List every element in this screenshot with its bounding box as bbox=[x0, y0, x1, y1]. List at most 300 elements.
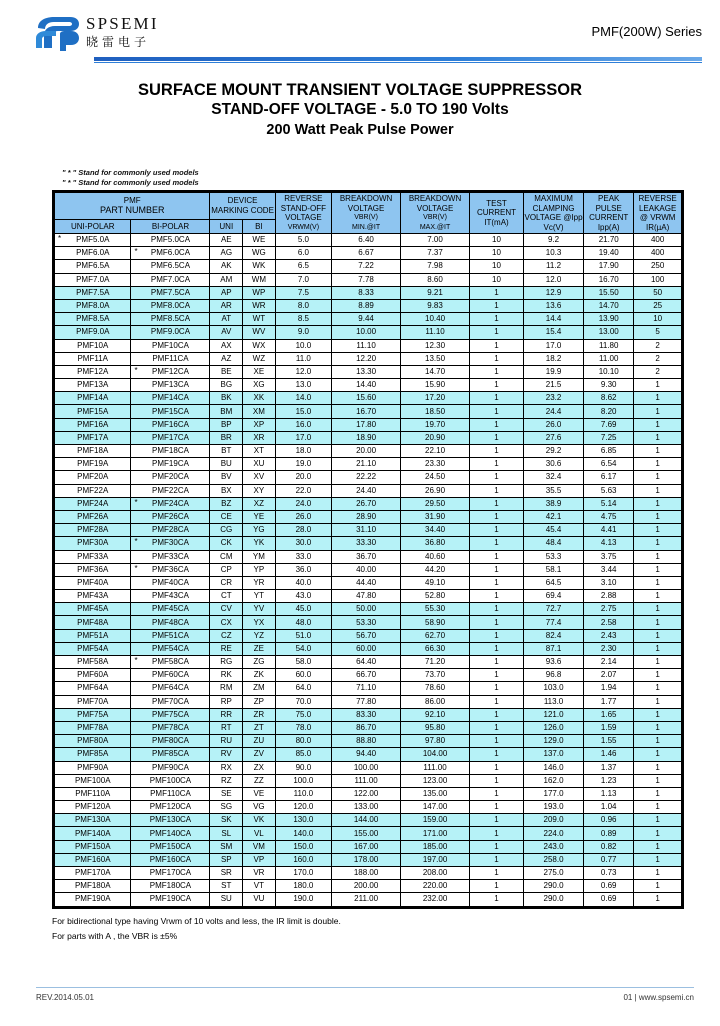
cell-vrwm bbox=[275, 524, 331, 537]
cell-text: 11.00 bbox=[599, 353, 619, 363]
cell-text: PMF130A bbox=[74, 815, 111, 825]
table-row[interactable] bbox=[55, 471, 682, 484]
table-row[interactable] bbox=[55, 893, 682, 906]
cell-marku bbox=[210, 365, 243, 378]
cell-ipp bbox=[584, 629, 634, 642]
cell-text: 1 bbox=[494, 749, 499, 759]
cell-text: 1 bbox=[655, 696, 660, 706]
cell-bi bbox=[131, 867, 210, 880]
document-title-block bbox=[0, 80, 720, 140]
cell-text: PMF40CA bbox=[152, 577, 189, 587]
table-row[interactable] bbox=[55, 497, 682, 510]
cell-ir bbox=[634, 735, 682, 748]
cell-text: 1 bbox=[655, 683, 660, 693]
cell-text: 1 bbox=[494, 881, 499, 891]
table-row[interactable] bbox=[55, 576, 682, 589]
table-row[interactable] bbox=[55, 431, 682, 444]
cell-ir bbox=[634, 418, 682, 431]
cell-vc bbox=[523, 616, 583, 629]
cell-text: PMF80CA bbox=[152, 736, 189, 746]
cell-marku bbox=[210, 234, 243, 247]
cell-text: 36.70 bbox=[356, 551, 377, 561]
table-row[interactable] bbox=[55, 880, 682, 893]
cell-text: CE bbox=[220, 512, 232, 522]
cell-vrwm bbox=[275, 748, 331, 761]
cell-text: 5.0 bbox=[297, 235, 309, 245]
cell-vbrmin bbox=[332, 524, 401, 537]
cell-vc bbox=[523, 445, 583, 458]
cell-text: XU bbox=[253, 459, 265, 469]
cell-uni bbox=[55, 801, 131, 814]
cell-text: 23.30 bbox=[425, 459, 446, 469]
cell-text: 31.10 bbox=[356, 525, 377, 535]
cell-text: WE bbox=[252, 235, 266, 245]
cell-text: PMF20CA bbox=[152, 472, 189, 482]
cell-vrwm bbox=[275, 603, 331, 616]
cell-uni bbox=[55, 273, 131, 286]
cell-text: PMF85A bbox=[77, 749, 109, 759]
cell-text: 45.4 bbox=[545, 525, 562, 535]
table-row[interactable] bbox=[55, 629, 682, 642]
table-row[interactable] bbox=[55, 510, 682, 523]
cell-marku bbox=[210, 761, 243, 774]
table-row[interactable] bbox=[55, 260, 682, 273]
cell-text: VK bbox=[253, 815, 265, 825]
cell-text: VL bbox=[253, 828, 264, 838]
cell-text: 13.6 bbox=[545, 301, 562, 311]
cell-ipp bbox=[584, 524, 634, 537]
cell-uni bbox=[55, 616, 131, 629]
cell-it bbox=[470, 721, 524, 734]
cell-uni bbox=[55, 418, 131, 431]
cell-markb bbox=[243, 379, 276, 392]
cell-text: 40.00 bbox=[356, 564, 377, 574]
cell-vrwm bbox=[275, 497, 331, 510]
cell-uni bbox=[55, 458, 131, 471]
cell-text: 1 bbox=[655, 446, 660, 456]
cell-text: PMF70A bbox=[77, 696, 109, 706]
table-row[interactable] bbox=[55, 695, 682, 708]
cell-text: ZV bbox=[253, 749, 264, 759]
cell-text: 177.0 bbox=[543, 788, 564, 798]
table-row[interactable] bbox=[55, 814, 682, 827]
cell-text: PMF19CA bbox=[152, 459, 189, 469]
cell-text: 4.75 bbox=[600, 512, 617, 522]
cell-vbrmax bbox=[401, 550, 470, 563]
header-breakdown-min-main: BREAKDOWN VOLTAGE bbox=[339, 194, 393, 213]
cell-text: 10 bbox=[492, 248, 501, 258]
cell-vbrmin bbox=[332, 471, 401, 484]
cell-vbrmax bbox=[401, 748, 470, 761]
cell-uni bbox=[55, 590, 131, 603]
table-row[interactable] bbox=[55, 774, 682, 787]
cell-text: PMF15A bbox=[77, 406, 109, 416]
cell-ipp bbox=[584, 590, 634, 603]
cell-text: 15.0 bbox=[295, 406, 312, 416]
cell-text: PMF130CA bbox=[149, 815, 192, 825]
cell-text: 180.0 bbox=[293, 881, 314, 891]
cell-ir bbox=[634, 787, 682, 800]
cell-ir bbox=[634, 721, 682, 734]
table-row[interactable] bbox=[55, 721, 682, 734]
cell-text: PMF28CA bbox=[152, 525, 189, 535]
cell-vc bbox=[523, 761, 583, 774]
cell-text: 14.70 bbox=[425, 366, 446, 376]
cell-ir bbox=[634, 840, 682, 853]
cell-text: PMF10CA bbox=[152, 340, 189, 350]
cell-text: PMF19A bbox=[77, 459, 109, 469]
cell-text: 33.0 bbox=[295, 551, 312, 561]
cell-it bbox=[470, 260, 524, 273]
cell-text: 0.69 bbox=[600, 881, 617, 891]
cell-vbrmax bbox=[401, 497, 470, 510]
cell-it bbox=[470, 299, 524, 312]
table-row[interactable] bbox=[55, 286, 682, 299]
cell-markb bbox=[243, 524, 276, 537]
cell-marku bbox=[210, 431, 243, 444]
table-row[interactable] bbox=[55, 761, 682, 774]
cell-text: 1 bbox=[494, 380, 499, 390]
cell-text: 9.83 bbox=[427, 301, 443, 311]
cell-bi bbox=[131, 695, 210, 708]
table-row[interactable] bbox=[55, 273, 682, 286]
cell-text: PMF11CA bbox=[152, 353, 189, 363]
cell-text: 55.30 bbox=[425, 604, 446, 614]
cell-it bbox=[470, 418, 524, 431]
cell-uni bbox=[55, 352, 131, 365]
cell-it bbox=[470, 365, 524, 378]
header-reverse-standoff-voltage bbox=[275, 193, 331, 234]
cell-text: 24.0 bbox=[295, 498, 312, 508]
cell-text: AE bbox=[220, 235, 232, 245]
cell-bi bbox=[131, 774, 210, 787]
table-row[interactable] bbox=[55, 365, 682, 378]
cell-marku bbox=[210, 840, 243, 853]
cell-text: XE bbox=[253, 366, 265, 376]
table-row[interactable] bbox=[55, 867, 682, 880]
table-row[interactable] bbox=[55, 563, 682, 576]
table-row[interactable] bbox=[55, 603, 682, 616]
cell-vbrmax bbox=[401, 405, 470, 418]
cell-vrwm bbox=[275, 273, 331, 286]
cell-markb bbox=[243, 735, 276, 748]
cell-vbrmin bbox=[332, 326, 401, 339]
cell-ipp bbox=[584, 510, 634, 523]
table-row[interactable] bbox=[55, 787, 682, 800]
cell-text: 95.80 bbox=[425, 723, 446, 733]
cell-text: 1 bbox=[655, 736, 660, 746]
cell-text: 2.58 bbox=[600, 617, 617, 627]
cell-text: 1 bbox=[494, 485, 499, 495]
cell-text: ZR bbox=[253, 709, 265, 719]
cell-text: 1 bbox=[494, 854, 499, 864]
cell-ipp bbox=[584, 695, 634, 708]
cell-uni bbox=[55, 260, 131, 273]
cell-vbrmin bbox=[332, 299, 401, 312]
cell-text: 10 bbox=[492, 235, 501, 245]
table-row[interactable] bbox=[55, 537, 682, 550]
cell-uni bbox=[55, 339, 131, 352]
cell-uni bbox=[55, 827, 131, 840]
table-row[interactable] bbox=[55, 801, 682, 814]
cell-text: 53.3 bbox=[545, 551, 562, 561]
cell-text: 80.0 bbox=[295, 736, 312, 746]
table-row[interactable] bbox=[55, 445, 682, 458]
cell-text: 86.70 bbox=[356, 723, 377, 733]
cell-vc bbox=[523, 299, 583, 312]
table-row[interactable] bbox=[55, 642, 682, 655]
cell-text: ZU bbox=[253, 736, 265, 746]
cell-ir bbox=[634, 669, 682, 682]
table-row[interactable] bbox=[55, 590, 682, 603]
cell-text: AT bbox=[221, 314, 232, 324]
table-row[interactable] bbox=[55, 352, 682, 365]
table-row[interactable] bbox=[55, 616, 682, 629]
cell-it bbox=[470, 695, 524, 708]
cell-text: 1 bbox=[655, 894, 660, 904]
cell-text: 16.70 bbox=[598, 274, 619, 284]
cell-text: 1 bbox=[494, 525, 499, 535]
table-row[interactable] bbox=[55, 392, 682, 405]
cell-marku bbox=[210, 695, 243, 708]
cell-text: PMF78CA bbox=[152, 723, 189, 733]
cell-markb bbox=[243, 867, 276, 880]
cell-text: 77.80 bbox=[356, 696, 377, 706]
table-row[interactable] bbox=[55, 550, 682, 563]
cell-marku bbox=[210, 603, 243, 616]
cell-text: 10.40 bbox=[425, 314, 446, 324]
cell-vbrmin bbox=[332, 405, 401, 418]
cell-vc bbox=[523, 510, 583, 523]
cell-vbrmin bbox=[332, 247, 401, 260]
cell-text: 150.0 bbox=[293, 841, 314, 851]
cell-text: 1 bbox=[494, 841, 499, 851]
cell-ir bbox=[634, 352, 682, 365]
table-row[interactable] bbox=[55, 339, 682, 352]
cell-text: YP bbox=[253, 564, 265, 574]
cell-text: 56.70 bbox=[356, 630, 377, 640]
cell-text: PMF7.0CA bbox=[150, 274, 191, 284]
table-body bbox=[55, 234, 682, 907]
cell-marku bbox=[210, 247, 243, 260]
cell-vrwm bbox=[275, 827, 331, 840]
cell-text: 1 bbox=[494, 432, 499, 442]
cell-text: 50.00 bbox=[356, 604, 377, 614]
cell-bi bbox=[131, 313, 210, 326]
cell-ipp bbox=[584, 326, 634, 339]
table-row[interactable] bbox=[55, 735, 682, 748]
cell-uni bbox=[55, 234, 131, 247]
cell-text: RP bbox=[220, 696, 232, 706]
table-row[interactable] bbox=[55, 853, 682, 866]
table-row[interactable] bbox=[55, 524, 682, 537]
cell-it bbox=[470, 247, 524, 260]
table-row[interactable] bbox=[55, 247, 682, 260]
cell-text: 6.67 bbox=[358, 248, 374, 258]
cell-vc bbox=[523, 603, 583, 616]
cell-vbrmax bbox=[401, 247, 470, 260]
cell-vbrmin bbox=[332, 682, 401, 695]
cell-text: 120.0 bbox=[293, 802, 314, 812]
table-row[interactable] bbox=[55, 405, 682, 418]
cell-text: 1 bbox=[655, 432, 660, 442]
cell-ipp bbox=[584, 669, 634, 682]
cell-text: PMF45CA bbox=[152, 604, 189, 614]
cell-text: 26.0 bbox=[545, 419, 562, 429]
cell-text: PMF12CA bbox=[152, 366, 189, 376]
cell-uni bbox=[55, 682, 131, 695]
cell-it bbox=[470, 431, 524, 444]
cell-text: PMF6.5A bbox=[76, 261, 110, 271]
cell-text: 211.00 bbox=[354, 894, 379, 904]
cell-text: XR bbox=[253, 432, 265, 442]
cell-text: 188.00 bbox=[353, 868, 379, 878]
cell-vbrmin bbox=[332, 853, 401, 866]
cell-text: PMF58CA bbox=[152, 657, 189, 667]
cell-it bbox=[470, 234, 524, 247]
cell-bi bbox=[131, 392, 210, 405]
cell-vc bbox=[523, 748, 583, 761]
cell-ir bbox=[634, 801, 682, 814]
cell-it bbox=[470, 853, 524, 866]
table-row[interactable] bbox=[55, 458, 682, 471]
cell-uni bbox=[55, 761, 131, 774]
cell-text: PMF90A bbox=[77, 762, 109, 772]
cell-text: YE bbox=[253, 512, 265, 522]
cell-bi bbox=[131, 656, 210, 669]
footnotes bbox=[52, 914, 720, 944]
table-row[interactable] bbox=[55, 840, 682, 853]
cell-text: 5.63 bbox=[600, 485, 617, 495]
cell-vc bbox=[523, 880, 583, 893]
cell-bi bbox=[131, 379, 210, 392]
cell-vrwm bbox=[275, 286, 331, 299]
cell-text: 147.00 bbox=[422, 802, 448, 812]
table-row[interactable] bbox=[55, 669, 682, 682]
cell-text: 1 bbox=[655, 828, 660, 838]
cell-text: PMF13CA bbox=[152, 380, 189, 390]
cell-vbrmax bbox=[401, 880, 470, 893]
cell-it bbox=[470, 867, 524, 880]
commonly-used-star-icon: * bbox=[134, 365, 138, 375]
cell-text: 1 bbox=[494, 657, 499, 667]
cell-text: 1 bbox=[494, 643, 499, 653]
table-row[interactable] bbox=[55, 484, 682, 497]
cell-vrwm bbox=[275, 326, 331, 339]
table-row[interactable] bbox=[55, 326, 682, 339]
cell-it bbox=[470, 471, 524, 484]
cell-markb bbox=[243, 260, 276, 273]
cell-marku bbox=[210, 352, 243, 365]
cell-text: PMF11A bbox=[77, 353, 108, 363]
cell-markb bbox=[243, 458, 276, 471]
cell-markb bbox=[243, 352, 276, 365]
cell-uni bbox=[55, 748, 131, 761]
cell-vc bbox=[523, 642, 583, 655]
cell-vbrmin bbox=[332, 365, 401, 378]
cell-markb bbox=[243, 273, 276, 286]
cell-text: PMF51CA bbox=[152, 630, 189, 640]
table-row[interactable] bbox=[55, 234, 682, 247]
table-row[interactable] bbox=[55, 418, 682, 431]
cell-text: 8.60 bbox=[427, 274, 443, 284]
cell-text: 32.4 bbox=[545, 472, 562, 482]
table-row[interactable] bbox=[55, 299, 682, 312]
cell-text: RV bbox=[220, 749, 232, 759]
table-row[interactable] bbox=[55, 708, 682, 721]
table-row[interactable] bbox=[55, 313, 682, 326]
cell-text: PMF16CA bbox=[152, 419, 189, 429]
cell-marku bbox=[210, 682, 243, 695]
cell-vrwm bbox=[275, 445, 331, 458]
cell-text: YT bbox=[253, 591, 264, 601]
cell-text: 1 bbox=[494, 498, 499, 508]
cell-ipp bbox=[584, 721, 634, 734]
cell-text: 1 bbox=[494, 736, 499, 746]
title-line-2: STAND-OFF VOLTAGE - 5.0 TO 190 Volts bbox=[211, 101, 509, 118]
cell-vbrmin bbox=[332, 880, 401, 893]
header-peak-pulse-current: PEAK PULSE CURRENT Ipp(A) bbox=[584, 193, 634, 234]
cell-text: 24.4 bbox=[545, 406, 562, 416]
cell-text: XK bbox=[253, 393, 265, 403]
cell-text: SM bbox=[220, 841, 233, 851]
cell-ir bbox=[634, 708, 682, 721]
cell-text: 66.30 bbox=[425, 643, 446, 653]
cell-ipp bbox=[584, 260, 634, 273]
cell-text: 14.70 bbox=[598, 301, 619, 311]
cell-bi bbox=[131, 405, 210, 418]
header-breakdown-min-sub1: VBR(V) bbox=[354, 214, 378, 221]
cell-vbrmax bbox=[401, 286, 470, 299]
cell-ir bbox=[634, 445, 682, 458]
cell-text: SL bbox=[221, 828, 232, 838]
cell-text: 2 bbox=[655, 353, 660, 363]
cell-text: 113.0 bbox=[543, 696, 564, 706]
table-row[interactable] bbox=[55, 682, 682, 695]
table-row[interactable] bbox=[55, 827, 682, 840]
cell-text: 0.82 bbox=[600, 841, 617, 851]
header-part-number-main: PMF bbox=[123, 195, 141, 205]
cell-text: 123.00 bbox=[422, 775, 448, 785]
cell-text: BT bbox=[221, 446, 232, 456]
cell-text: PMF8.0A bbox=[76, 301, 110, 311]
table-row[interactable] bbox=[55, 748, 682, 761]
cell-text: SK bbox=[220, 815, 232, 825]
cell-text: 1 bbox=[655, 815, 660, 825]
cell-text: 1 bbox=[655, 617, 660, 627]
cell-it bbox=[470, 445, 524, 458]
cell-text: 0.77 bbox=[600, 854, 617, 864]
cell-text: PMF26CA bbox=[152, 512, 189, 522]
cell-ir bbox=[634, 326, 682, 339]
table-row[interactable] bbox=[55, 656, 682, 669]
table-row[interactable] bbox=[55, 379, 682, 392]
cell-text: 224.0 bbox=[543, 828, 564, 838]
cell-it bbox=[470, 326, 524, 339]
cell-text: CZ bbox=[220, 630, 232, 640]
cell-vbrmax bbox=[401, 392, 470, 405]
cell-text: VG bbox=[253, 802, 265, 812]
cell-text: 12.0 bbox=[545, 274, 562, 284]
cell-text: BE bbox=[220, 366, 232, 376]
cell-text: 200.00 bbox=[353, 881, 379, 891]
cell-vbrmax bbox=[401, 313, 470, 326]
cell-text: 96.8 bbox=[545, 670, 562, 680]
cell-text: 1 bbox=[655, 498, 660, 508]
commonly-used-star-icon: * bbox=[134, 497, 138, 507]
cell-text: 50 bbox=[653, 287, 663, 297]
cell-markb bbox=[243, 827, 276, 840]
